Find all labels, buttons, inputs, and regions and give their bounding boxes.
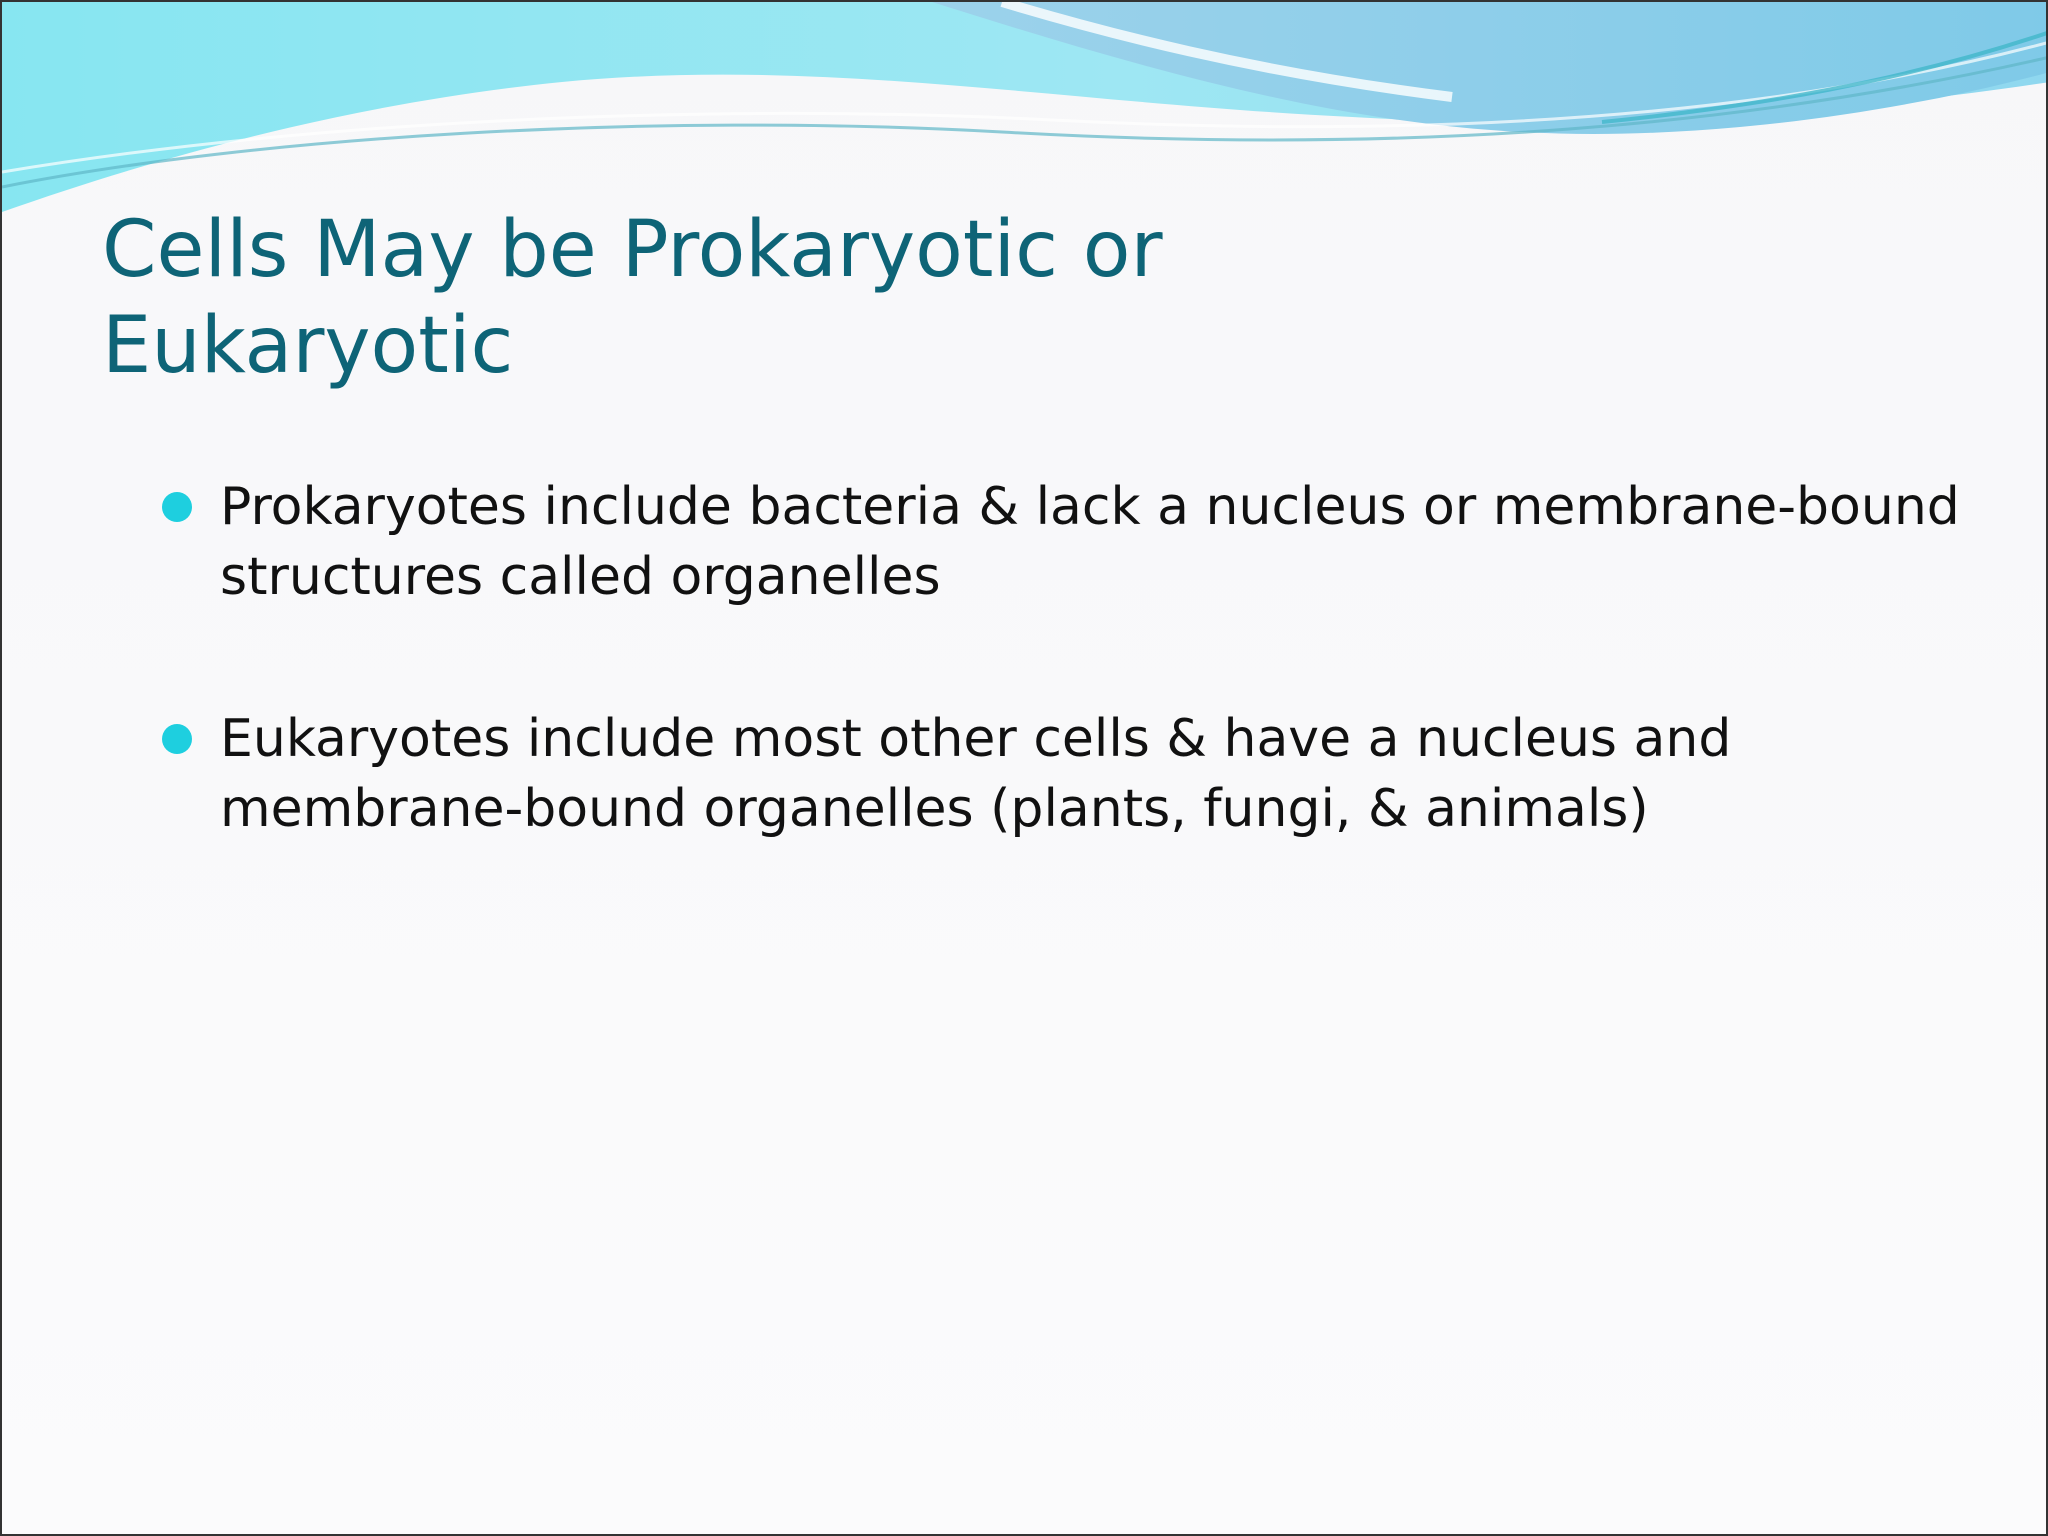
- bullet-dot-icon: [162, 492, 192, 522]
- bullet-list: [162, 472, 1982, 936]
- bullet-item: [162, 704, 1982, 844]
- bullet-dot-icon: [162, 724, 192, 754]
- slide-title: Cells May be Prokaryotic or Eukaryotic: [102, 205, 1163, 391]
- bullet-text: Prokaryotes include bacteria & lack a nucleus or membrane-bound structures called organelles: [220, 477, 1960, 607]
- bullet-item: [162, 472, 1982, 612]
- bullet-text: Eukaryotes include most other cells & have a nucleus and membrane-bound organelles (plants, fungi, & animals): [220, 709, 1732, 839]
